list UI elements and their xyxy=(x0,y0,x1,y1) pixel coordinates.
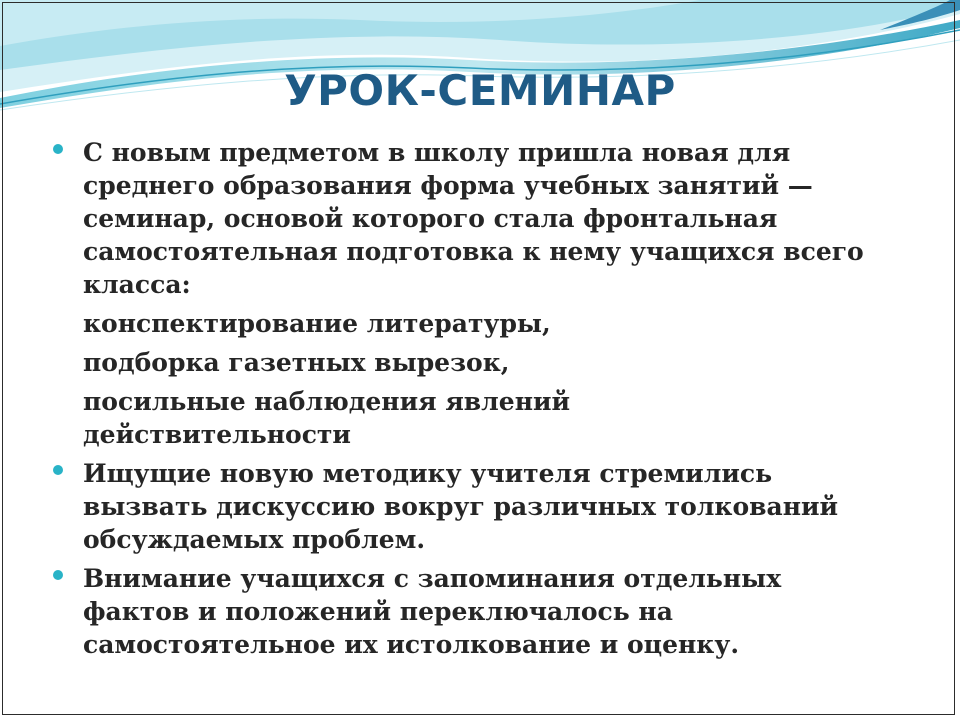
bullet-icon xyxy=(52,569,64,581)
sub-item: подборка газетных вырезок, xyxy=(83,348,510,377)
bullet-icon xyxy=(52,143,64,155)
bullet-item xyxy=(50,136,910,451)
slide-title: УРОК-СЕМИНАР xyxy=(284,66,676,115)
bullet-text-line: С новым предметом в школу пришла новая для xyxy=(83,138,791,167)
bullet-text-line: Ищущие новую методику учителя стремились xyxy=(83,459,773,488)
bullet-text-line: класса: xyxy=(83,270,191,299)
bullet-text-line: самостоятельная подготовка к нему учащихся всего xyxy=(83,237,864,266)
bullet-item xyxy=(50,457,910,556)
sub-item-continuation: действительности xyxy=(83,420,351,449)
bullet-text-line: самостоятельное их истолкование и оценку. xyxy=(83,630,740,659)
bullet-text-line: семинар, основой которого стала фронтальная xyxy=(83,204,778,233)
bullet-text-line: вызвать дискуссию вокруг различных толкований xyxy=(83,492,839,521)
bullet-text-line: фактов и положений переключалось на xyxy=(83,597,673,626)
bullet-list xyxy=(50,136,910,661)
sub-item: посильные наблюдения явлений xyxy=(83,387,571,416)
bullet-text-line: Внимание учащихся с запоминания отдельных xyxy=(83,564,782,593)
bullet-text-line: среднего образования форма учебных занятий — xyxy=(83,171,813,200)
bullet-text-line: обсуждаемых проблем. xyxy=(83,525,426,554)
bullet-item xyxy=(50,562,910,661)
sub-item: конспектирование литературы, xyxy=(83,309,551,338)
bullet-icon xyxy=(52,464,64,476)
